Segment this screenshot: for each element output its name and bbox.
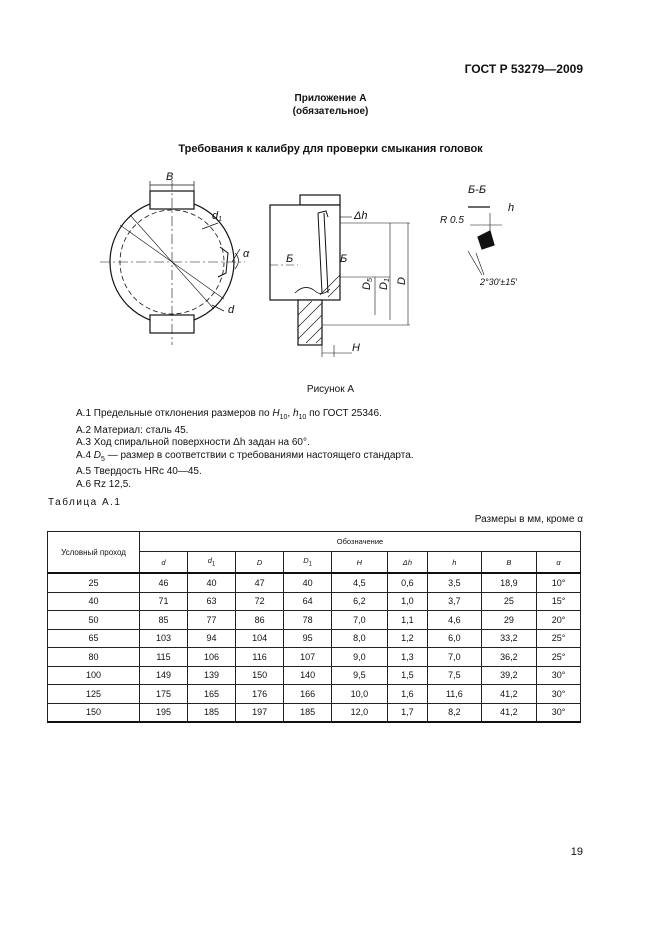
table-cell: 1,2 xyxy=(387,629,427,648)
table-cell: 6,0 xyxy=(428,629,482,648)
label-b-right: Б xyxy=(340,253,348,265)
label-D5: D5 xyxy=(361,278,374,290)
note-a1: А.1 Предельные отклонения размеров по $H_{10}$, $h_{10}$ по ГОСТ 25346. xyxy=(76,408,382,421)
table-cell: 25° xyxy=(537,648,581,667)
table-cell: 72 xyxy=(236,592,284,611)
table-cell: 1,3 xyxy=(387,648,427,667)
label-h: h xyxy=(508,202,515,214)
table-cell: 1,0 xyxy=(387,592,427,611)
table-cell: 176 xyxy=(236,685,284,704)
appendix-label: Приложение А xyxy=(294,93,367,104)
table-cell: 100 xyxy=(48,666,140,685)
table-cell: 86 xyxy=(236,611,284,630)
table-row xyxy=(48,611,581,630)
table-cell: 175 xyxy=(140,685,188,704)
table-cell: 85 xyxy=(140,611,188,630)
table-cell: 1,7 xyxy=(387,703,427,722)
table-cell: 10,0 xyxy=(332,685,388,704)
column-header: d xyxy=(140,552,188,574)
table-cell: 25° xyxy=(537,629,581,648)
table-cell: 11,6 xyxy=(428,685,482,704)
table-cell: 7,0 xyxy=(428,648,482,667)
column-header: D xyxy=(236,552,284,574)
table-cell: 29 xyxy=(481,611,537,630)
table-cell: 7,5 xyxy=(428,666,482,685)
table-row xyxy=(48,666,581,685)
table-cell: 10° xyxy=(537,573,581,592)
dimensions-table xyxy=(47,531,581,723)
table-cell: 50 xyxy=(48,611,140,630)
section-title: Требования к калибру для проверки смыкания головок xyxy=(178,143,483,155)
table-cell: 115 xyxy=(140,648,188,667)
table-cell: 65 xyxy=(48,629,140,648)
label-D: D xyxy=(396,277,408,285)
note-a4: А.4 $D_5$ — размер в соответствии с требованиями настоящего стандарта. xyxy=(76,449,414,463)
table-cell: 185 xyxy=(188,703,236,722)
table-row xyxy=(48,592,581,611)
label-b-left: Б xyxy=(286,253,294,265)
table-cell: 104 xyxy=(236,629,284,648)
table-cell: 95 xyxy=(284,629,332,648)
table-cell: 6,2 xyxy=(332,592,388,611)
table-cell: 40 xyxy=(284,573,332,592)
note-a6: А.6 Rz 12,5. xyxy=(76,478,132,490)
note-a3: А.3 Ход спиральной поверхности Δh задан на 60°. xyxy=(76,437,310,449)
label-section: Б-Б xyxy=(468,184,486,196)
table-cell: 25 xyxy=(481,592,537,611)
table-cell: 47 xyxy=(236,573,284,592)
table-row xyxy=(48,629,581,648)
header-designation: Обозначение xyxy=(140,532,581,552)
table-cell: 30° xyxy=(537,666,581,685)
table-cell: 63 xyxy=(188,592,236,611)
table-cell: 40 xyxy=(48,592,140,611)
table-cell: 125 xyxy=(48,685,140,704)
figure-caption: Рисунок А xyxy=(306,384,355,395)
table-cell: 116 xyxy=(236,648,284,667)
table-cell: 46 xyxy=(140,573,188,592)
label-angle: 2°30′±15′ xyxy=(480,277,517,287)
table-cell: 1,6 xyxy=(387,685,427,704)
table-cell: 197 xyxy=(236,703,284,722)
note-a2: А.2 Материал: сталь 45. xyxy=(76,424,189,436)
label-H: H xyxy=(352,342,360,354)
table-cell: 30° xyxy=(537,703,581,722)
table-cell: 15° xyxy=(537,592,581,611)
table-cell: 4,5 xyxy=(332,573,388,592)
table-cell: 139 xyxy=(188,666,236,685)
table-cell: 33,2 xyxy=(481,629,537,648)
notes xyxy=(76,408,414,492)
section-detail xyxy=(478,231,494,249)
table-row xyxy=(48,648,581,667)
table-cell: 165 xyxy=(188,685,236,704)
table-units: Размеры в мм, кроме α xyxy=(474,514,583,525)
table-cell: 12,0 xyxy=(332,703,388,722)
table-row xyxy=(48,573,581,592)
table-cell: 41,2 xyxy=(481,703,537,722)
table-cell: 39,2 xyxy=(481,666,537,685)
table-cell: 149 xyxy=(140,666,188,685)
appendix-status: (обязательное) xyxy=(292,106,369,117)
table-cell: 18,9 xyxy=(481,573,537,592)
table-cell: 78 xyxy=(284,611,332,630)
table-cell: 41,2 xyxy=(481,685,537,704)
table-cell: 166 xyxy=(284,685,332,704)
table-cell: 4,6 xyxy=(428,611,482,630)
table-row xyxy=(48,703,581,722)
label-d: d xyxy=(228,304,235,316)
label-alpha: α xyxy=(243,248,250,260)
table-cell: 36,2 xyxy=(481,648,537,667)
column-header: h xyxy=(428,552,482,574)
column-header: H xyxy=(332,552,388,574)
table-cell: 25 xyxy=(48,573,140,592)
table-cell: 40 xyxy=(188,573,236,592)
label-D1: D1 xyxy=(378,278,391,290)
table-cell: 106 xyxy=(188,648,236,667)
table-cell: 3,7 xyxy=(428,592,482,611)
table-caption: Таблица А.1 xyxy=(48,497,122,508)
technical-drawing xyxy=(90,165,530,380)
table-cell: 7,0 xyxy=(332,611,388,630)
column-header: Δh xyxy=(387,552,427,574)
table-cell: 20° xyxy=(537,611,581,630)
appendix-heading xyxy=(0,92,661,118)
table-row xyxy=(48,685,581,704)
table-cell: 150 xyxy=(48,703,140,722)
table-cell: 195 xyxy=(140,703,188,722)
column-header: α xyxy=(537,552,581,574)
page-number: 19 xyxy=(570,846,583,858)
table-cell: 1,1 xyxy=(387,611,427,630)
column-header: B xyxy=(481,552,537,574)
table-cell: 77 xyxy=(188,611,236,630)
table-cell: 80 xyxy=(48,648,140,667)
table-cell: 0,6 xyxy=(387,573,427,592)
table-cell: 1,5 xyxy=(387,666,427,685)
table-cell: 3,5 xyxy=(428,573,482,592)
table-cell: 140 xyxy=(284,666,332,685)
table-cell: 9,0 xyxy=(332,648,388,667)
label-dh: Δh xyxy=(354,210,368,222)
table-cell: 9,5 xyxy=(332,666,388,685)
label-R: R 0.5 xyxy=(440,215,464,226)
label-B: B xyxy=(166,171,174,183)
table-cell: 8,0 xyxy=(332,629,388,648)
table-cell: 94 xyxy=(188,629,236,648)
header-nominal-bore: Условный проход xyxy=(48,532,140,574)
standard-number: ГОСТ Р 53279—2009 xyxy=(464,62,583,76)
table-cell: 64 xyxy=(284,592,332,611)
table-cell: 8,2 xyxy=(428,703,482,722)
table-cell: 103 xyxy=(140,629,188,648)
column-header: $d_1$ xyxy=(188,552,236,574)
table-cell: 185 xyxy=(284,703,332,722)
table-cell: 71 xyxy=(140,592,188,611)
table-cell: 30° xyxy=(537,685,581,704)
table-cell: 150 xyxy=(236,666,284,685)
column-header: $D_1$ xyxy=(284,552,332,574)
note-a5: А.5 Твердость HRc 40—45. xyxy=(76,466,202,478)
label-d1: d1 xyxy=(212,210,223,223)
table-cell: 107 xyxy=(284,648,332,667)
